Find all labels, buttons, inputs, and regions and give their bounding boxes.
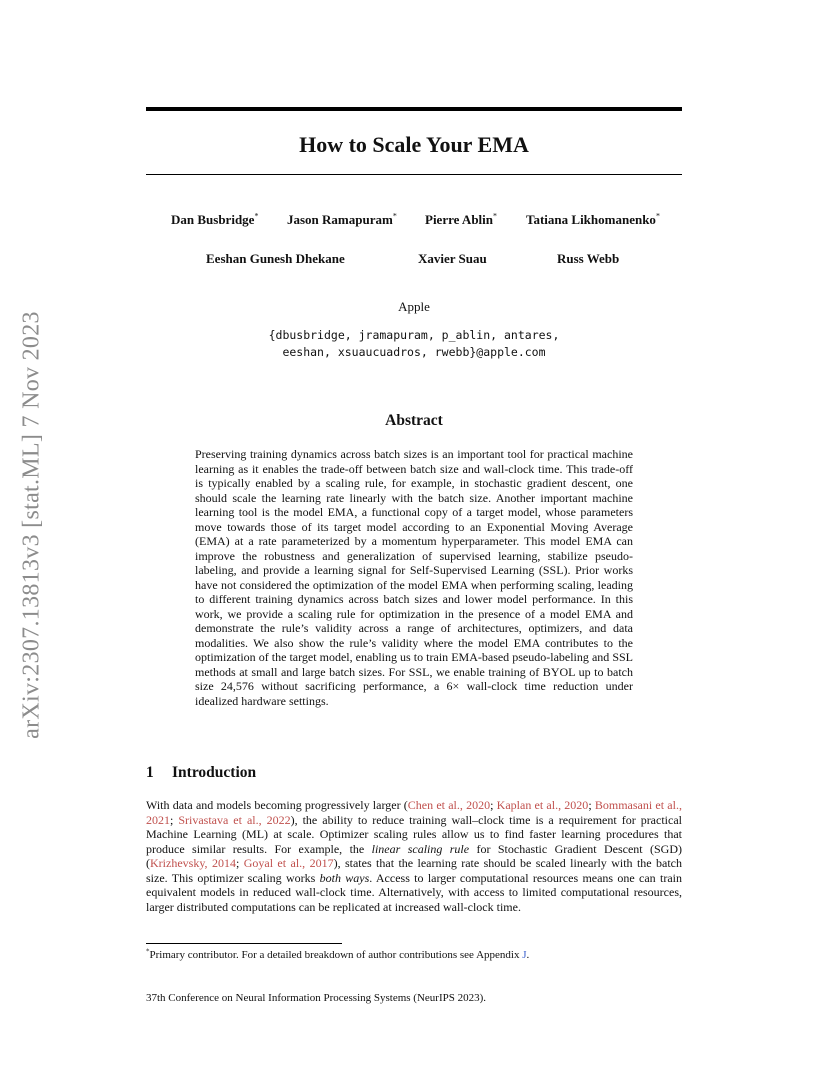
author-4 [526,211,660,229]
author-emails [146,327,682,361]
appendix-link[interactable]: J [522,949,527,961]
author-1 [171,211,258,229]
author-2 [287,211,397,229]
author-6-name: Xavier Suau [418,251,487,266]
author-5-name: Eeshan Gunesh Dhekane [206,251,345,266]
section-heading-introduction [146,762,256,784]
author-7 [557,250,619,268]
paragraph-text: ; [490,798,497,812]
citation-link[interactable]: Bommasani et al., 2021 [146,798,682,827]
paragraph-text: With data and models becoming progressively larger ( [146,798,408,812]
emphasized-text: linear scaling rule [371,841,470,856]
paragraph-text: ; [588,798,595,812]
footnote [146,948,682,962]
paper-title: How to Scale Your EMA [299,132,529,157]
emails-line-2: eeshan, xsuaucuadros, rwebb}@apple.com [282,345,546,359]
author-5 [206,250,345,268]
author-1-name: Dan Busbridge [171,212,255,227]
paragraph-text: ), states that the learning rate should be scaled linearly with the batch size. This optimizer scaling works [146,856,682,885]
section-number: 1 [146,764,154,781]
footnote-mark: * [146,947,150,956]
author-6 [418,250,487,268]
title-bottom-rule [146,174,682,175]
emphasized-text: both ways [319,870,370,885]
paragraph-text: . Access to larger computational resources means one can train equivalent models in reduced wall-clock time. Alternatively, with access to limited computational resources, larger distributed computations can be replicated at increased wall-clock time. [146,870,682,914]
author-4-mark: * [655,211,660,221]
affiliation: Apple [398,299,430,314]
author-3 [425,211,497,229]
introduction-paragraph [146,798,682,914]
footnote-rule [146,943,342,944]
citation-link[interactable]: Krizhevsky, 2014 [150,856,236,870]
title-top-rule [146,107,682,111]
paragraph-text: ), the ability to reduce training wall–clock time is a requirement for practical Machine Learning (ML) at scale. Optimizer scaling rules allow us to find faster learning procedures that produce similar results. For example, the [146,812,682,856]
citation-link[interactable]: Chen et al., 2020 [407,798,491,812]
footnote-end: . [526,949,530,961]
author-3-name: Pierre Ablin [425,212,494,227]
citation-link[interactable]: Goyal et al., 2017 [243,856,334,870]
author-7-name: Russ Webb [557,251,620,266]
paragraph-text: ; [235,856,244,870]
author-3-mark: * [493,211,498,221]
emails-line-1: {dbusbridge, jramapuram, p_ablin, antares, [268,328,560,342]
paragraph-text: for Stochastic Gradient Descent (SGD) ( [146,841,682,870]
paragraph-text: ; [170,812,179,827]
author-2-name: Jason Ramapuram [287,212,393,227]
conference-venue: 37th Conference on Neural Information Processing Systems (NeurIPS 2023). [146,992,487,1004]
citation-link[interactable]: Srivastava et al., 2022 [178,812,291,827]
abstract-text: Preserving training dynamics across batch sizes is an important tool for practical machine learning as it enables the trade-off between batch size and wall-clock time. This trade-off is typically enabled by a scaling rule, for example, in stochastic gradient descent, one should scale the learning rate linearly with the batch size. Another important machine learning tool is the model EMA, a functional copy of a target model, whose parameters move towards those of its target model according to an Exponential Moving Average (EMA) at a rate parameterized by a momentum hyperparameter. This model EMA can improve the robustness and generalization of supervised learning, stabilize pseudo-labeling, and provide a learning signal for Self-Supervised Learning (SSL). Prior works have not considered the optimization of the model EMA when performing scaling, leading to different training dynamics across batch sizes and lower model performance. In this work, we provide a scaling rule for optimization in the presence of a model EMA and demonstrate the rule’s validity across a range of architectures, optimizers, and data modalities. We also show the rule’s validity where the model EMA contributes to the optimization of the target model, enabling us to train EMA-based pseudo-labeling and SSL methods at small and large batch sizes. For SSL, we enable training of BYOL up to batch size 24,576 without sacrificing performance, a 6× wall-clock time reduction under idealized hardware settings. [195,447,633,708]
section-title: Introduction [172,764,257,781]
author-1-mark: * [254,211,259,221]
citation-link[interactable]: Kaplan et al., 2020 [496,798,589,812]
author-2-mark: * [392,211,397,221]
author-4-name: Tatiana Likhomanenko [526,212,656,227]
abstract-heading: Abstract [385,412,443,429]
arxiv-stamp-text: arXiv:2307.13813v3 [stat.ML] 7 Nov 2023 [18,311,45,739]
footnote-text: Primary contributor. For a detailed breakdown of author contributions see Appendix [149,949,523,961]
